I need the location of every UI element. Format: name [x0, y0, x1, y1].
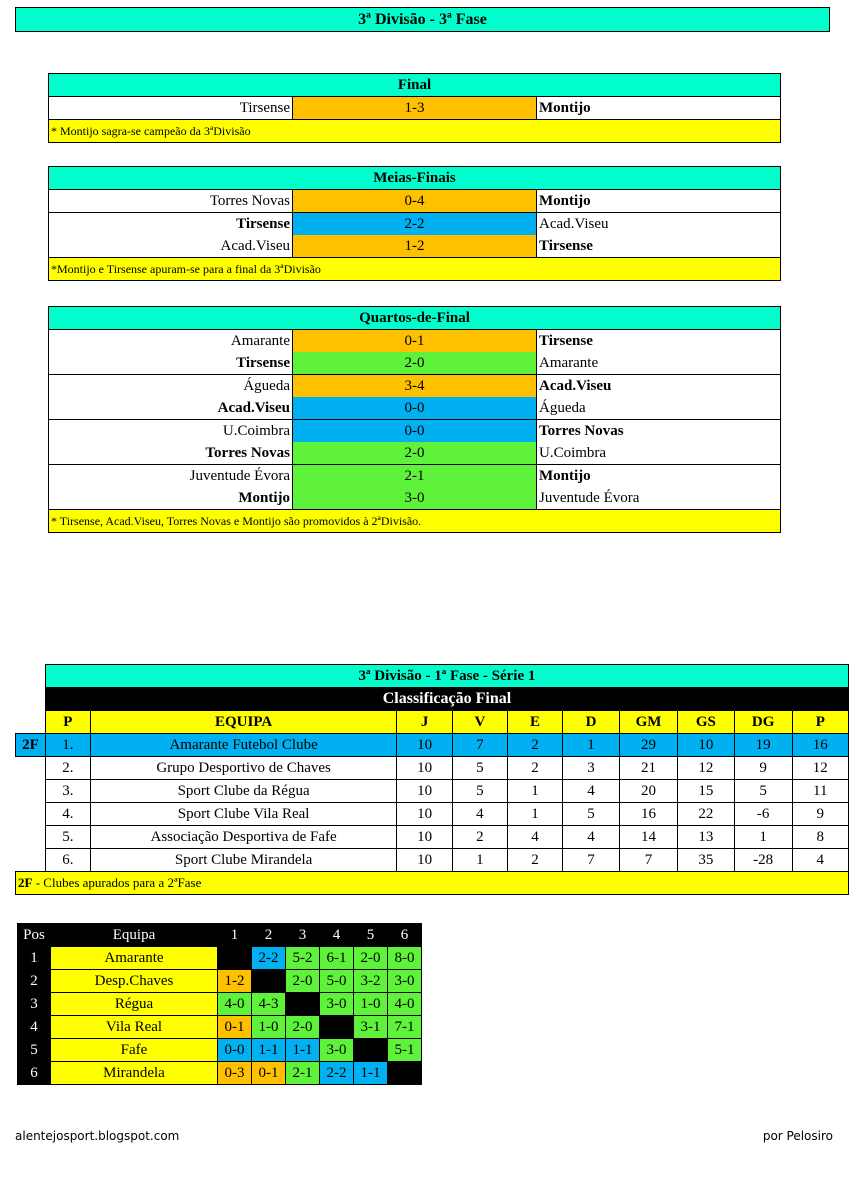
home-team: Tirsense: [49, 97, 293, 120]
match-score: 1-3: [293, 97, 537, 120]
standings-cell: 10: [397, 849, 452, 872]
matrix-row: [18, 970, 422, 993]
column-header: J: [397, 711, 452, 734]
standings-cell: 3.: [45, 780, 90, 803]
quarterfinals-table: [48, 306, 781, 533]
matrix-result: 3-2: [354, 970, 388, 993]
standings-subtitle-row: [16, 688, 849, 711]
table-row: [16, 757, 849, 780]
section-title: Final: [49, 74, 781, 97]
page-title: 3ª Divisão - 3ª Fase: [15, 7, 830, 32]
standings-cell: 16: [620, 803, 678, 826]
standings-cell: 5: [452, 757, 507, 780]
match-row: [49, 465, 781, 488]
home-team: Amarante: [49, 330, 293, 353]
standings-cell: 2: [507, 849, 562, 872]
matrix-result: 1-0: [354, 993, 388, 1016]
match-row: [49, 487, 781, 510]
away-team: Montijo: [537, 465, 781, 488]
matrix-header: 3: [286, 924, 320, 947]
home-team: Montijo: [49, 487, 293, 510]
standings-subtitle: Classificação Final: [45, 688, 848, 711]
matrix-header: 6: [388, 924, 422, 947]
matrix-pos: 1: [18, 947, 51, 970]
matrix-result: 3-0: [388, 970, 422, 993]
matrix-result: [252, 970, 286, 993]
matrix-result: 4-3: [252, 993, 286, 1016]
standings-cell: 10: [397, 780, 452, 803]
standings-cell: 22: [678, 803, 735, 826]
away-team: Águeda: [537, 397, 781, 420]
matrix-row: [18, 1016, 422, 1039]
qualified-tag: [16, 849, 46, 872]
standings-cell: 5: [452, 780, 507, 803]
matrix-header: Pos: [18, 924, 51, 947]
section-title: Meias-Finais: [49, 167, 781, 190]
qualified-tag: [16, 757, 46, 780]
column-header: D: [563, 711, 620, 734]
matrix-header: 1: [218, 924, 252, 947]
home-team: Acad.Viseu: [49, 235, 293, 258]
matrix-pos: 3: [18, 993, 51, 1016]
matrix-result: 3-1: [354, 1016, 388, 1039]
home-team: Juventude Évora: [49, 465, 293, 488]
table-row: [16, 734, 849, 757]
matrix-result: 1-1: [286, 1039, 320, 1062]
match-row: [49, 397, 781, 420]
section-title: Quartos-de-Final: [49, 307, 781, 330]
away-team: Acad.Viseu: [537, 375, 781, 398]
standings-cell: 12: [678, 757, 735, 780]
final-table: [48, 73, 781, 143]
match-row: [49, 330, 781, 353]
column-header: E: [507, 711, 562, 734]
standings-cell: 1: [507, 803, 562, 826]
standings-cell: 4.: [45, 803, 90, 826]
standings-cell: 1: [734, 826, 792, 849]
standings-cell: 1.: [45, 734, 90, 757]
standings-cell: 5.: [45, 826, 90, 849]
footer-author: por Pelosiro: [762, 1129, 833, 1143]
note-row: [49, 510, 781, 533]
matrix-team: Desp.Chaves: [51, 970, 218, 993]
matrix-result: 4-0: [388, 993, 422, 1016]
standings-cell: 20: [620, 780, 678, 803]
section-header: [49, 74, 781, 97]
standings-cell: Associação Desportiva de Fafe: [90, 826, 397, 849]
match-score: 2-0: [293, 352, 537, 375]
home-team: Tirsense: [49, 352, 293, 375]
matrix-result: 1-0: [252, 1016, 286, 1039]
note-row: [49, 258, 781, 281]
matrix-header: Equipa: [51, 924, 218, 947]
standings-cell: 15: [678, 780, 735, 803]
standings-cell: 8: [792, 826, 848, 849]
away-team: Juventude Évora: [537, 487, 781, 510]
standings-cell: 7: [620, 849, 678, 872]
match-row: [49, 420, 781, 443]
standings-cell: 16: [792, 734, 848, 757]
standings-cell: 4: [507, 826, 562, 849]
matrix-result: 3-0: [320, 1039, 354, 1062]
footer-site: alentejosport.blogspot.com: [15, 1129, 180, 1143]
match-score: 0-0: [293, 420, 537, 443]
semifinals-table: [48, 166, 781, 281]
away-team: Tirsense: [537, 235, 781, 258]
standings-cell: 29: [620, 734, 678, 757]
standings-cell: 9: [792, 803, 848, 826]
qualified-tag: [16, 780, 46, 803]
section-header: [49, 307, 781, 330]
standings-cell: 35: [678, 849, 735, 872]
matrix-row: [18, 1062, 422, 1085]
column-header: V: [452, 711, 507, 734]
matrix-header-row: [18, 924, 422, 947]
match-score: 2-2: [293, 213, 537, 236]
standings-header-row: [16, 711, 849, 734]
section-note: * Tirsense, Acad.Viseu, Torres Novas e Montijo são promovidos à 2ªDivisão.: [49, 510, 781, 533]
standings-cell: 10: [397, 757, 452, 780]
standings-cell: 2.: [45, 757, 90, 780]
away-team: Torres Novas: [537, 420, 781, 443]
section-note: * Montijo sagra-se campeão da 3ªDivisão: [49, 120, 781, 143]
matrix-result: 6-1: [320, 947, 354, 970]
home-team: Acad.Viseu: [49, 397, 293, 420]
standings-cell: 6.: [45, 849, 90, 872]
matrix-result: 0-1: [252, 1062, 286, 1085]
matrix-result: 8-0: [388, 947, 422, 970]
away-team: Tirsense: [537, 330, 781, 353]
standings-cell: 14: [620, 826, 678, 849]
match-score: 0-0: [293, 397, 537, 420]
matrix-result: 0-3: [218, 1062, 252, 1085]
standings-cell: Sport Clube da Régua: [90, 780, 397, 803]
matrix-result: 7-1: [388, 1016, 422, 1039]
column-header: GM: [620, 711, 678, 734]
matrix-result: 1-1: [252, 1039, 286, 1062]
matrix-result: 2-2: [320, 1062, 354, 1085]
match-row: [49, 190, 781, 213]
matrix-result: 0-0: [218, 1039, 252, 1062]
match-row: [49, 352, 781, 375]
column-header: GS: [678, 711, 735, 734]
home-team: Torres Novas: [49, 442, 293, 465]
standings-cell: 1: [507, 780, 562, 803]
column-header: P: [792, 711, 848, 734]
note-text: - Clubes apurados para a 2ªFase: [32, 875, 202, 890]
standings-cell: Amarante Futebol Clube: [90, 734, 397, 757]
standings-cell: -6: [734, 803, 792, 826]
standings-cell: 10: [678, 734, 735, 757]
results-matrix: [17, 923, 422, 1085]
standings-cell: 5: [563, 803, 620, 826]
qualified-tag: 2F: [16, 734, 46, 757]
matrix-row: [18, 947, 422, 970]
matrix-result: [320, 1016, 354, 1039]
home-team: Tirsense: [49, 213, 293, 236]
away-team: Amarante: [537, 352, 781, 375]
standings-cell: Grupo Desportivo de Chaves: [90, 757, 397, 780]
matrix-result: 4-0: [218, 993, 252, 1016]
standings-cell: 11: [792, 780, 848, 803]
section-note: *Montijo e Tirsense apuram-se para a final da 3ªDivisão: [49, 258, 781, 281]
standings-cell: 1: [452, 849, 507, 872]
standings-cell: 12: [792, 757, 848, 780]
column-header: EQUIPA: [90, 711, 397, 734]
matrix-pos: 4: [18, 1016, 51, 1039]
standings-note-row: [16, 872, 849, 895]
match-row: [49, 442, 781, 465]
standings-cell: 2: [452, 826, 507, 849]
standings-table: [15, 664, 849, 895]
match-row: [49, 213, 781, 236]
table-row: [16, 780, 849, 803]
standings-cell: Sport Clube Mirandela: [90, 849, 397, 872]
standings-cell: 4: [792, 849, 848, 872]
matrix-pos: 2: [18, 970, 51, 993]
matrix-result: [218, 947, 252, 970]
matrix-row: [18, 1039, 422, 1062]
away-team: Montijo: [537, 97, 781, 120]
standings-cell: 2: [507, 734, 562, 757]
section-header: [49, 167, 781, 190]
match-score: 1-2: [293, 235, 537, 258]
matrix-result: 2-0: [286, 970, 320, 993]
matrix-team: Vila Real: [51, 1016, 218, 1039]
note-row: [49, 120, 781, 143]
qualified-tag: [16, 826, 46, 849]
match-score: 2-1: [293, 465, 537, 488]
standings-cell: 19: [734, 734, 792, 757]
standings-cell: 7: [563, 849, 620, 872]
matrix-result: [354, 1039, 388, 1062]
matrix-result: 3-0: [320, 993, 354, 1016]
matrix-team: Amarante: [51, 947, 218, 970]
standings-cell: 1: [563, 734, 620, 757]
column-header: P: [45, 711, 90, 734]
matrix-team: Fafe: [51, 1039, 218, 1062]
standings-cell: 5: [734, 780, 792, 803]
standings-note: [16, 872, 849, 895]
matrix-header: 2: [252, 924, 286, 947]
standings-cell: -28: [734, 849, 792, 872]
standings-cell: 21: [620, 757, 678, 780]
standings-cell: 4: [563, 826, 620, 849]
qualified-tag: [16, 803, 46, 826]
match-score: 3-4: [293, 375, 537, 398]
standings-cell: 9: [734, 757, 792, 780]
matrix-result: 0-1: [218, 1016, 252, 1039]
spacer: [16, 665, 46, 688]
matrix-result: 1-1: [354, 1062, 388, 1085]
match-row: [49, 375, 781, 398]
matrix-pos: 6: [18, 1062, 51, 1085]
column-header: DG: [734, 711, 792, 734]
matrix-result: [286, 993, 320, 1016]
away-team: Montijo: [537, 190, 781, 213]
matrix-header: 4: [320, 924, 354, 947]
home-team: Torres Novas: [49, 190, 293, 213]
home-team: Águeda: [49, 375, 293, 398]
standings-title-row: [16, 665, 849, 688]
standings-cell: 2: [507, 757, 562, 780]
matrix-pos: 5: [18, 1039, 51, 1062]
matrix-result: 2-1: [286, 1062, 320, 1085]
table-row: [16, 849, 849, 872]
matrix-result: 5-2: [286, 947, 320, 970]
matrix-header: 5: [354, 924, 388, 947]
match-score: 0-4: [293, 190, 537, 213]
matrix-result: 2-2: [252, 947, 286, 970]
spacer: [16, 711, 46, 734]
table-row: [16, 826, 849, 849]
matrix-result: 5-0: [320, 970, 354, 993]
standings-cell: 10: [397, 734, 452, 757]
standings-cell: 13: [678, 826, 735, 849]
standings-cell: 4: [563, 780, 620, 803]
matrix-row: [18, 993, 422, 1016]
away-team: U.Coimbra: [537, 442, 781, 465]
matrix-result: 2-0: [286, 1016, 320, 1039]
matrix-result: 2-0: [354, 947, 388, 970]
matrix-result: 5-1: [388, 1039, 422, 1062]
matrix-team: Mirandela: [51, 1062, 218, 1085]
note-tag: 2F: [18, 875, 33, 890]
match-row: [49, 235, 781, 258]
standings-cell: 4: [452, 803, 507, 826]
match-score: 3-0: [293, 487, 537, 510]
standings-cell: 7: [452, 734, 507, 757]
matrix-result: [388, 1062, 422, 1085]
matrix-team: Régua: [51, 993, 218, 1016]
match-score: 2-0: [293, 442, 537, 465]
standings-title: 3ª Divisão - 1ª Fase - Série 1: [45, 665, 848, 688]
standings-cell: Sport Clube Vila Real: [90, 803, 397, 826]
match-score: 0-1: [293, 330, 537, 353]
matrix-result: 1-2: [218, 970, 252, 993]
table-row: [16, 803, 849, 826]
spacer: [16, 688, 46, 711]
standings-cell: 10: [397, 803, 452, 826]
standings-cell: 3: [563, 757, 620, 780]
away-team: Acad.Viseu: [537, 213, 781, 236]
standings-cell: 10: [397, 826, 452, 849]
match-row: [49, 97, 781, 120]
home-team: U.Coimbra: [49, 420, 293, 443]
